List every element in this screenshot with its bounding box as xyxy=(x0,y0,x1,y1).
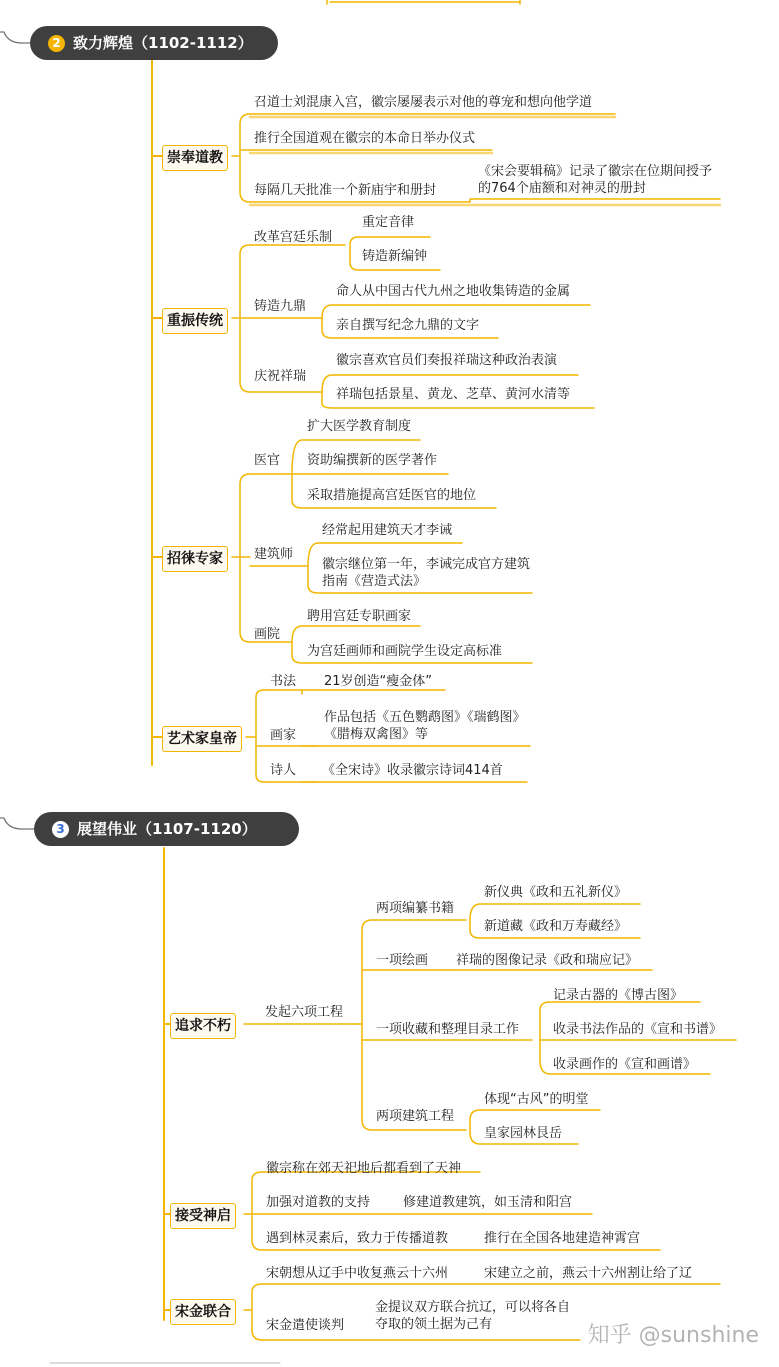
category-taoism[interactable]: 崇奉道教 xyxy=(162,145,228,171)
category-tradition[interactable]: 重振传统 xyxy=(162,308,228,334)
section-2-title[interactable] xyxy=(30,26,278,60)
node-nine-cauldrons[interactable]: 铸造九鼎 xyxy=(254,299,307,314)
node-medical-officers[interactable]: 医官 xyxy=(254,453,281,468)
node-yingzao-fashi[interactable]: 徽宗继位第一年，李诫完成官方建筑指南《营造式法》 xyxy=(322,557,531,589)
node-jin-proposal[interactable]: 金提议双方联合抗辽，可以将各自夺取的领土据为己有 xyxy=(375,1300,571,1332)
node-architect[interactable]: 建筑师 xyxy=(254,547,294,562)
node-bogutu[interactable]: 记录古器的《博古图》 xyxy=(553,988,684,1003)
node-new-temples[interactable]: 每隔几天批准一个新庙宇和册封 xyxy=(254,183,437,198)
node-new-bells[interactable]: 铸造新编钟 xyxy=(362,249,428,264)
node-cataloguing[interactable]: 一项收藏和整理目录工作 xyxy=(376,1022,520,1037)
section-3-title[interactable] xyxy=(34,812,299,846)
node-xuanhe-calligraphy[interactable]: 收录书法作品的《宣和书谱》 xyxy=(553,1022,723,1037)
category-song-jin-alliance[interactable]: 宋金联合 xyxy=(170,1299,236,1325)
category-immortality[interactable]: 追求不朽 xyxy=(170,1013,236,1039)
node-paintings-list[interactable]: 作品包括《五色鹦鹉图》《瑞鹤图》《腊梅双禽图》等 xyxy=(324,710,526,742)
node-taoist-liu[interactable]: 召道士刘混康入宫，徽宗屡屡表示对他的尊宠和想向他学道 xyxy=(254,95,593,110)
node-taoist-buildings[interactable]: 修建道教建筑，如玉清和阳宫 xyxy=(403,1195,573,1210)
node-collect-metal[interactable]: 命人从中国古代九州之地收集铸造的金属 xyxy=(336,284,571,299)
node-court-painters[interactable]: 聘用宫廷专职画家 xyxy=(307,609,412,624)
node-auspicious-images[interactable]: 祥瑞的图像记录《政和瑞应记》 xyxy=(456,953,639,968)
section-2-title-text: 致力辉煌（1102-1112） xyxy=(73,34,253,52)
number-3-badge: 3 xyxy=(52,821,69,838)
node-slender-gold[interactable]: 21岁创造“瘦金体” xyxy=(324,674,433,689)
section-3-title-text: 展望伟业（1107-1120） xyxy=(77,820,257,838)
node-high-standards[interactable]: 为宫廷画师和画院学生设定高标准 xyxy=(307,644,503,659)
category-divine-revelation[interactable]: 接受神启 xyxy=(170,1203,236,1229)
node-saw-gods[interactable]: 徽宗称在郊天祀地后都看到了天神 xyxy=(266,1161,462,1176)
node-genyue[interactable]: 皇家园林艮岳 xyxy=(484,1126,563,1141)
node-taoist-canon[interactable]: 新道藏《政和万寿藏经》 xyxy=(484,919,628,934)
node-two-constructions[interactable]: 两项建筑工程 xyxy=(376,1109,455,1124)
node-ceded-to-liao[interactable]: 宋建立之前，燕云十六州割让给了辽 xyxy=(484,1266,693,1281)
node-temples-record[interactable]: 《宋会要辑稿》记录了徽宗在位期间授予的764个庙额和对神灵的册封 xyxy=(478,164,713,196)
node-auspicious-list[interactable]: 祥瑞包括景星、黄龙、芝草、黄河水清等 xyxy=(336,387,571,402)
node-poems-count[interactable]: 《全宋诗》收录徽宗诗词414首 xyxy=(322,763,503,778)
node-one-painting[interactable]: 一项绘画 xyxy=(376,953,429,968)
node-auspicious-report[interactable]: 徽宗喜欢官员们奏报祥瑞这种政治表演 xyxy=(336,353,558,368)
node-cauldron-text[interactable]: 亲自撰写纪念九鼎的文字 xyxy=(336,318,480,333)
node-auspicious[interactable]: 庆祝祥瑞 xyxy=(254,369,307,384)
category-artist-emperor[interactable]: 艺术家皇帝 xyxy=(162,726,242,752)
node-support-taoism[interactable]: 加强对道教的支持 xyxy=(266,1195,371,1210)
node-shenxiao-palaces[interactable]: 推行在全国各地建造神霄宫 xyxy=(484,1231,641,1246)
node-medical-books[interactable]: 资助编撰新的医学著作 xyxy=(307,453,438,468)
node-calligraphy[interactable]: 书法 xyxy=(270,674,297,689)
node-recover-sixteen-prefectures[interactable]: 宋朝想从辽手中收复燕云十六州 xyxy=(266,1266,449,1281)
node-painter[interactable]: 画家 xyxy=(270,728,297,743)
node-two-compilations[interactable]: 两项编纂书籍 xyxy=(376,901,455,916)
node-xuanhe-painting[interactable]: 收录画作的《宣和画谱》 xyxy=(553,1057,697,1072)
node-lin-lingsu[interactable]: 遇到林灵素后，致力于传播道教 xyxy=(266,1231,449,1246)
node-painting-academy[interactable]: 画院 xyxy=(254,627,281,642)
node-li-jie[interactable]: 经常起用建筑天才李诫 xyxy=(322,523,453,538)
node-music-reform[interactable]: 改革宫廷乐制 xyxy=(254,230,333,245)
node-envoy-negotiation[interactable]: 宋金遣使谈判 xyxy=(266,1318,345,1333)
node-mingtang[interactable]: 体现“古风”的明堂 xyxy=(484,1092,589,1107)
node-six-projects[interactable]: 发起六项工程 xyxy=(265,1005,344,1020)
number-2-badge: 2 xyxy=(48,35,65,52)
node-birthday-ritual[interactable]: 推行全国道观在徽宗的本命日举办仪式 xyxy=(254,131,476,146)
node-music-tuning[interactable]: 重定音律 xyxy=(362,215,415,230)
watermark: 知乎 @sunshine xyxy=(587,1323,759,1348)
node-medical-education[interactable]: 扩大医学教育制度 xyxy=(307,419,412,434)
category-experts[interactable]: 招徕专家 xyxy=(162,546,228,572)
node-poet[interactable]: 诗人 xyxy=(270,763,297,778)
node-new-rituals[interactable]: 新仪典《政和五礼新仪》 xyxy=(484,885,628,900)
node-medical-status[interactable]: 采取措施提高宫廷医官的地位 xyxy=(307,488,477,503)
